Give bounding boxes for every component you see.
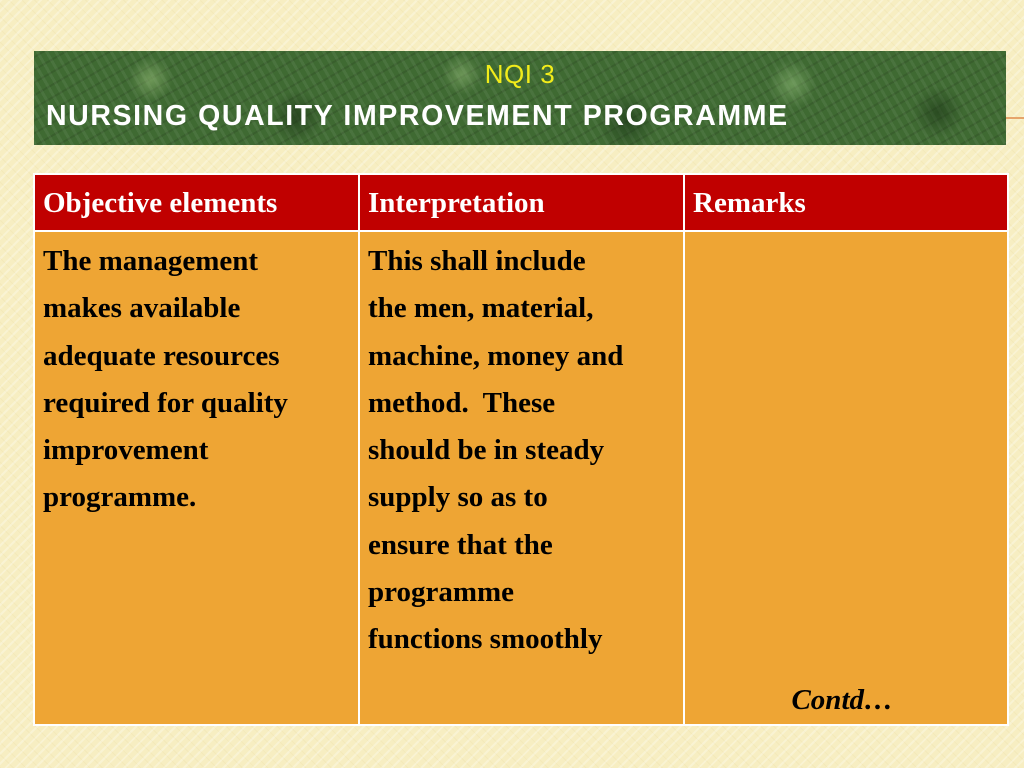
objective-line: makes available <box>43 292 241 325</box>
objective-line: The management <box>43 245 259 277</box>
header-objective-elements: Objective elements <box>34 174 359 231</box>
slide-subtitle-code: NQI 3 <box>484 59 556 89</box>
interpretation-line: functions smoothly <box>368 623 603 656</box>
interpretation-line: ensure that the <box>368 528 553 561</box>
interpretation-line: programme <box>368 576 515 609</box>
table-header-row <box>34 174 1008 231</box>
interpretation-cell <box>359 231 684 725</box>
contd-text: Contd… <box>791 684 893 716</box>
objective-line: required for quality <box>43 386 288 419</box>
nqi-table <box>33 173 1009 726</box>
interpretation-line: supply so as to <box>368 481 548 514</box>
interpretation-line: This shall include <box>368 245 586 277</box>
decorative-line <box>1006 117 1024 119</box>
interpretation-line: the men, material, <box>368 292 594 325</box>
interpretation-line: method. These <box>368 386 556 419</box>
header-interpretation: Interpretation <box>359 174 684 231</box>
interpretation-line: should be in steady <box>368 434 605 467</box>
remarks-cell <box>684 231 1008 725</box>
table-row <box>34 231 1008 725</box>
slide-title: NURSING QUALITY IMPROVEMENT PROGRAMME <box>46 100 789 132</box>
objective-line: programme. <box>43 481 197 514</box>
header-remarks: Remarks <box>684 174 1008 231</box>
objective-line: adequate resources <box>43 339 280 372</box>
interpretation-line: machine, money and <box>368 339 624 372</box>
title-banner <box>34 51 1006 145</box>
objective-line: improvement <box>43 434 209 467</box>
objective-cell <box>34 231 359 725</box>
